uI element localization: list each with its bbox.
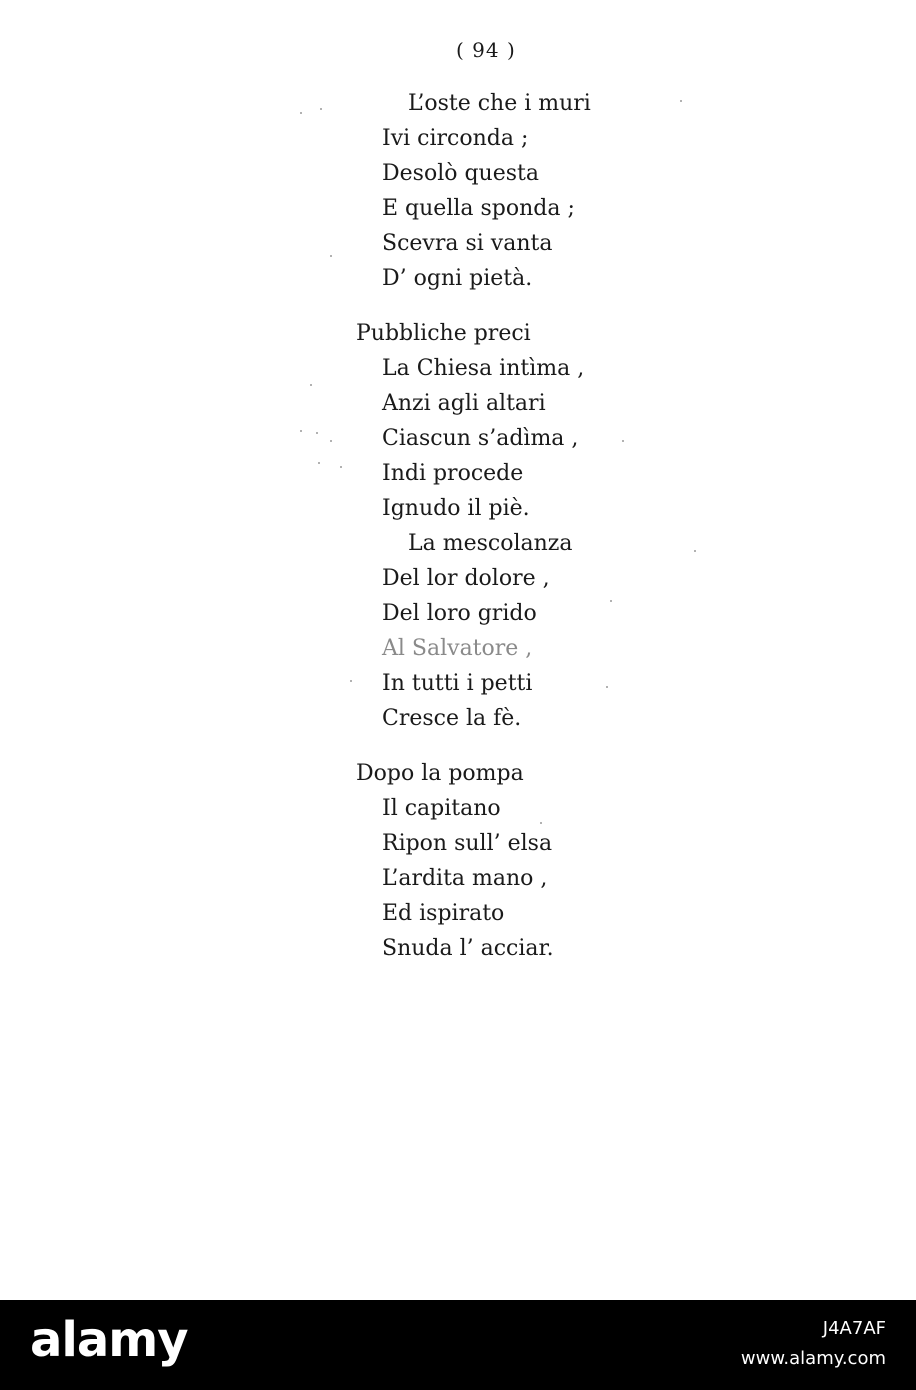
paper-speck <box>606 686 608 688</box>
paper-speck <box>350 680 352 682</box>
watermark-footer <box>0 1300 916 1390</box>
poem-line: Il capitano <box>382 796 501 821</box>
poem-line: Ciascun s’adìma , <box>382 426 579 451</box>
poem-line: Anzi agli altari <box>382 391 546 416</box>
poem-line: L’ardita mano , <box>382 866 548 891</box>
paper-speck <box>680 100 682 102</box>
poem-line: D’ ogni pietà. <box>382 266 533 291</box>
poem-line: Ivi circonda ; <box>382 126 529 151</box>
poem-line: Cresce la fè. <box>382 706 522 731</box>
paper-speck <box>330 255 332 257</box>
paper-speck <box>694 550 696 552</box>
poem-line: Del loro grido <box>382 601 537 626</box>
poem-line: Ignudo il piè. <box>382 496 530 521</box>
paper-speck <box>300 112 302 114</box>
poem-line: Dopo la pompa <box>356 761 524 786</box>
poem-line: Desolò questa <box>382 161 539 186</box>
site-url: www.alamy.com <box>740 1348 886 1369</box>
poem-line: Scevra si vanta <box>382 231 553 256</box>
poem-line: Snuda l’ acciar. <box>382 936 554 961</box>
poem-line: In tutti i petti <box>382 671 533 696</box>
poem-line: E quella sponda ; <box>382 196 575 221</box>
image-id: J4A7AF <box>822 1318 886 1339</box>
poem-line: L’oste che i muri <box>408 91 591 116</box>
poem-line: La Chiesa intìma , <box>382 356 585 381</box>
poem-line: Ripon sull’ elsa <box>382 831 553 856</box>
poem-line: Ed ispirato <box>382 901 505 926</box>
poem-line: Al Salvatore , <box>382 636 533 661</box>
page-number: ( 94 ) <box>456 38 516 62</box>
paper-speck <box>610 600 612 602</box>
paper-speck <box>300 430 302 432</box>
paper-speck <box>340 466 342 468</box>
paper-speck <box>622 440 624 442</box>
alamy-logo: alamy <box>30 1312 188 1368</box>
poem-line: Del lor dolore , <box>382 566 550 591</box>
paper-speck <box>320 108 322 110</box>
paper-speck <box>318 462 320 464</box>
paper-speck <box>330 440 332 442</box>
paper-speck <box>310 384 312 386</box>
paper-speck <box>540 822 542 824</box>
paper-speck <box>316 432 318 434</box>
poem-line: La mescolanza <box>408 531 573 556</box>
poem-line: Pubbliche preci <box>356 321 531 346</box>
poem-line: Indi procede <box>382 461 524 486</box>
